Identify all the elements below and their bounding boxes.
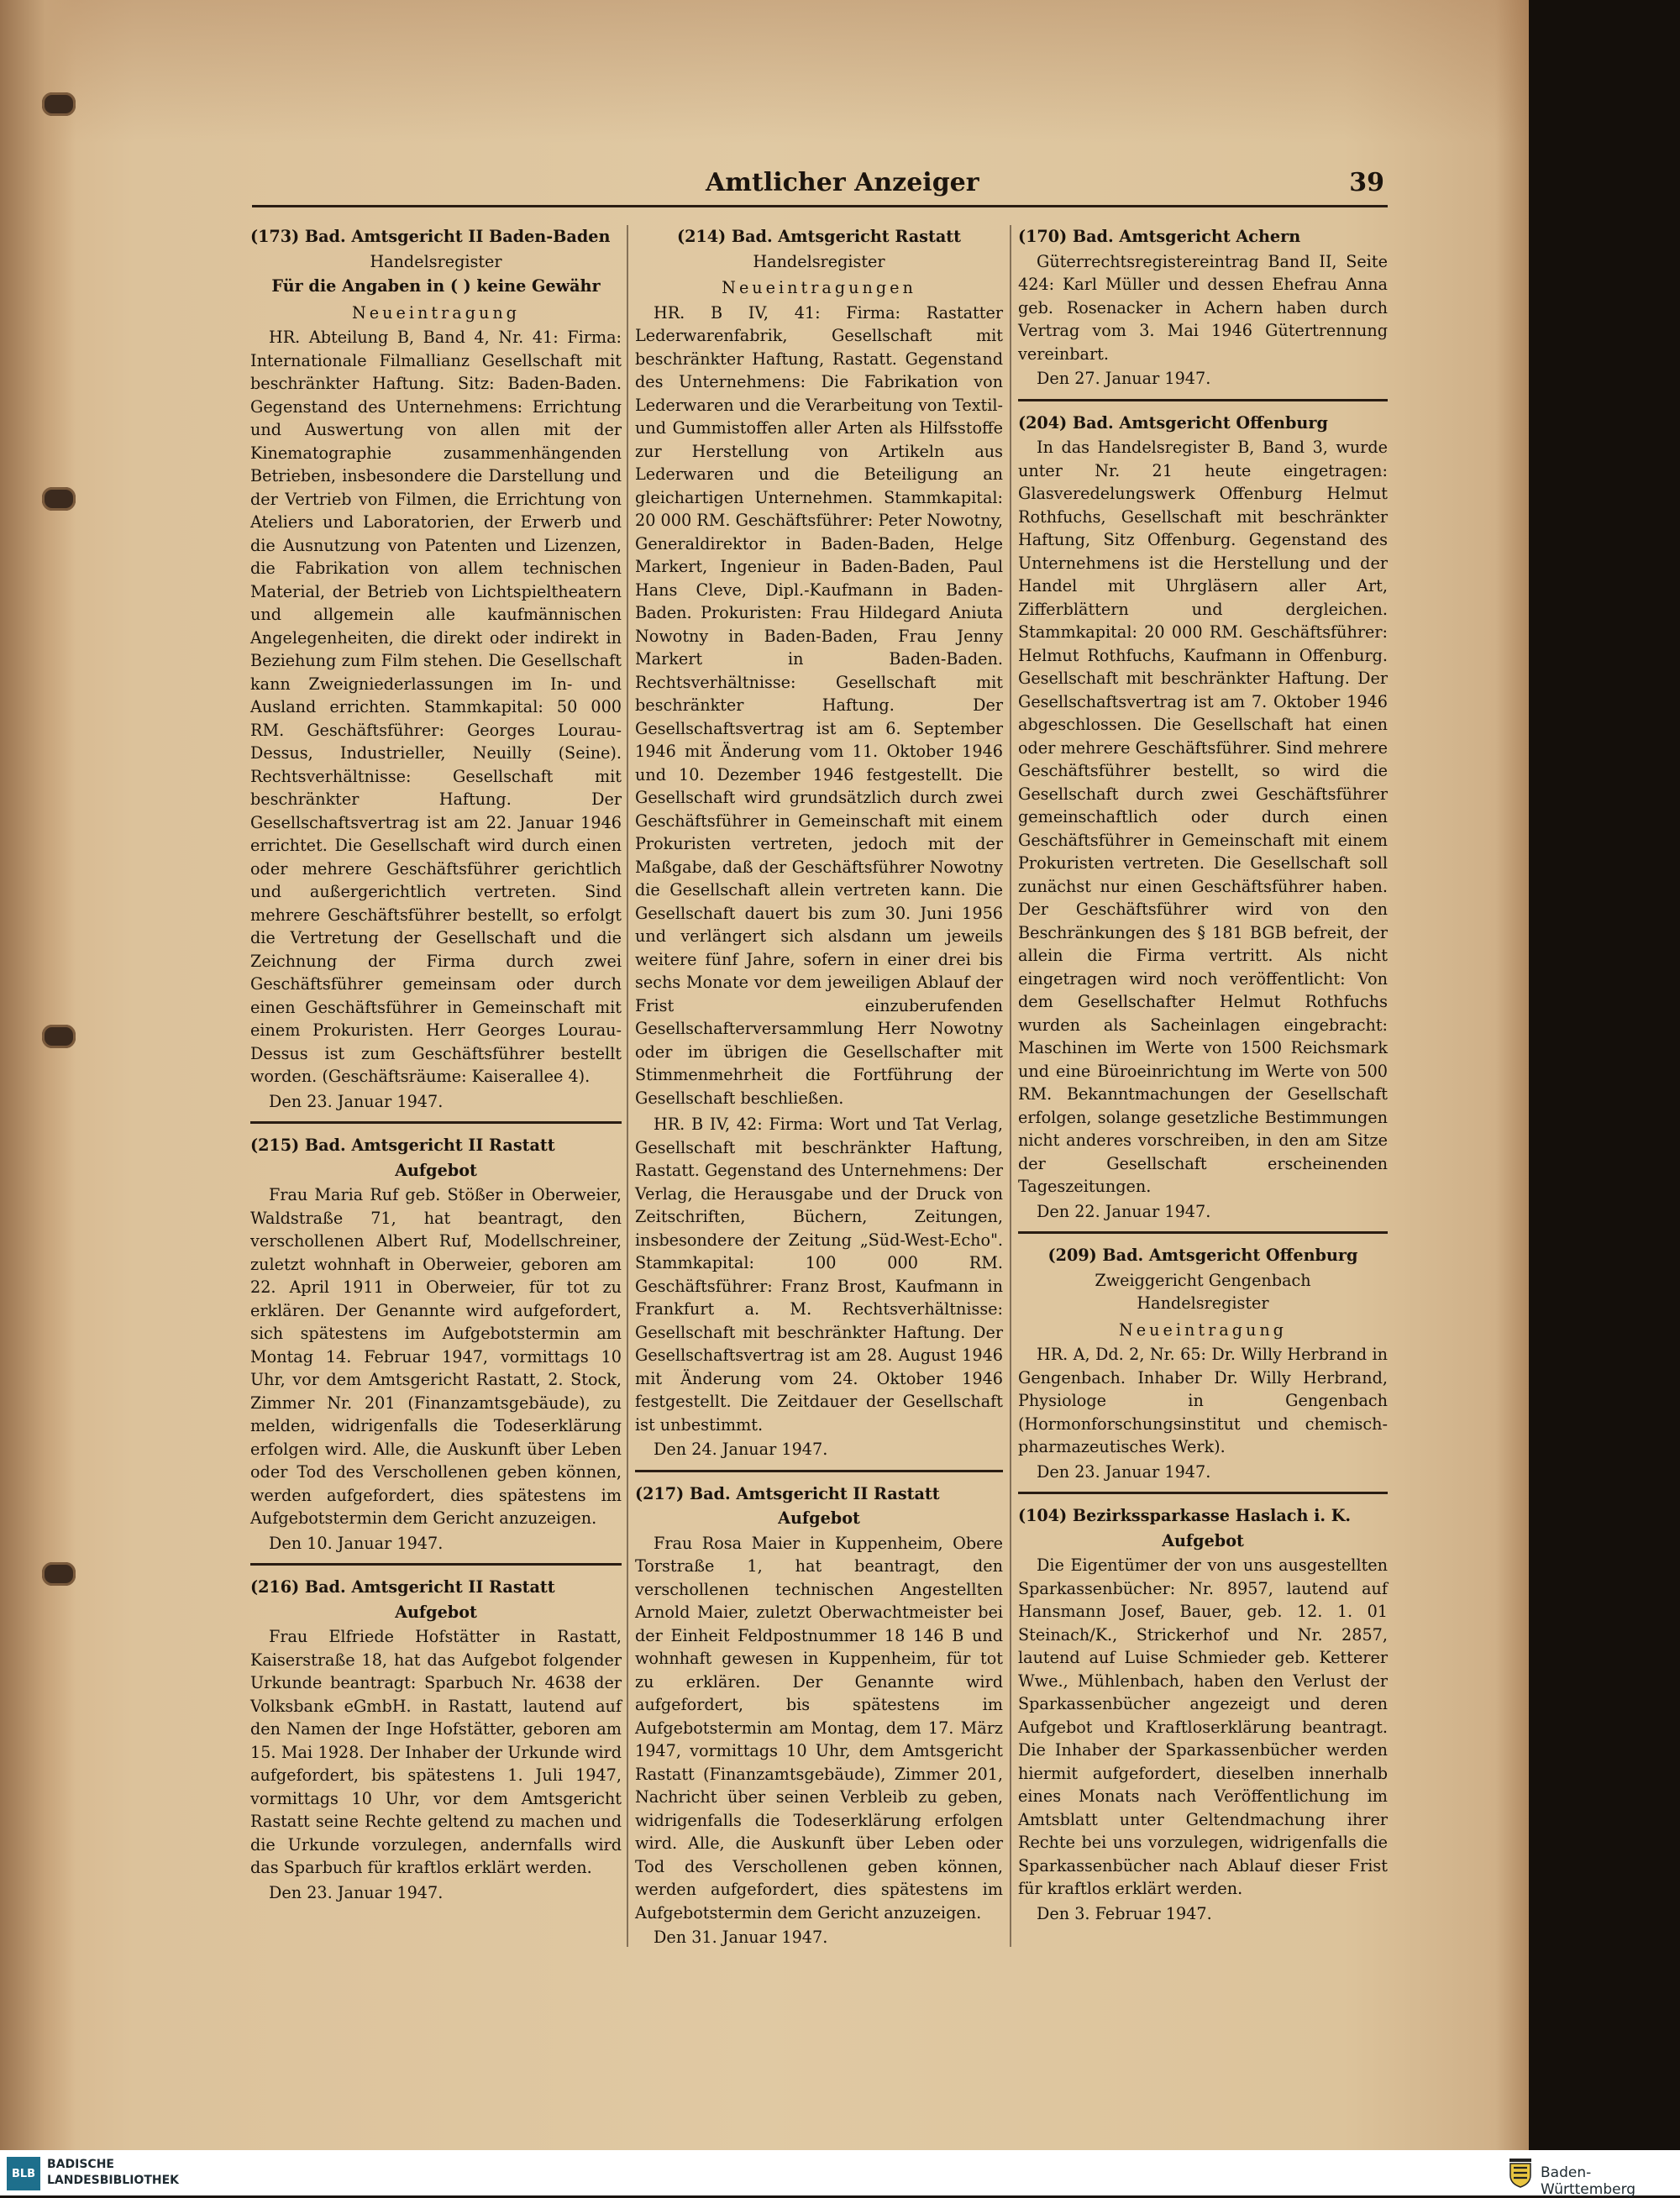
page-number: 39: [1349, 168, 1384, 197]
column-1: [250, 225, 622, 1911]
notice-date: Den 3. Februar 1947.: [1037, 1903, 1212, 1923]
page-binding: [0, 0, 76, 2150]
notice-173: [250, 225, 622, 1113]
notice-216: [250, 1576, 622, 1904]
notice-date: Den 31. Januar 1947.: [654, 1928, 828, 1947]
column-2: [635, 225, 1003, 1956]
notice-date: Den 23. Januar 1947.: [269, 1091, 444, 1111]
notice-subheading: Aufgebot: [778, 1508, 860, 1528]
notice-heading: (104) Bezirkssparkasse Haslach i. K.: [1018, 1506, 1352, 1525]
notice-separator: [250, 1563, 622, 1566]
notice-register: Handelsregister: [1137, 1293, 1269, 1313]
notice-subheading: Zweiggericht Gengenbach: [1095, 1270, 1311, 1290]
notice-body: HR. B IV, 41: Firma: Rastatter Lederwarenfabrik, Gesellschaft mit beschränkter Haftung, Rastatt. Gegenstand des Unternehmens: Die Fabrikation von Lederwaren und die Verarbeitung von Textil- und Gummistoffen aller Arten als Hilfsstoffe zur Herstellung von Artikeln aus Lederwaren und die Beteiligung an gleichartigen Unternehmen. Stammkapital: 20 000 RM. Geschäftsführer: Peter Nowotny, Generaldirektor in Baden-Baden, Helge Markert, Ingenieur in Baden-Baden, Paul Hans Cleve, Dipl.-Kaufmann in Baden-Baden. Prokuristen: Frau Hildegard Aniuta Nowotny in Baden-Baden, Frau Jenny Markert in Baden-Baden. Rechtsverhältnisse: Gesellschaft mit beschränkter Haftung. Der Gesellschaftsvertrag ist am 6. September 1946 mit Änderung vom 11. Oktober 1946 und 10. Dezember 1946 festgestellt. Die Gesellschaft wird grundsätzlich durch zwei Geschäftsführer in Gemeinschaft mit einem Prokuristen vertreten, jedoch mit der Maßgabe, daß der Geschäftsführer Nowotny die Gesellschaft allein vertreten kann. Die Gesellschaft dauert bis zum 30. Juni 1956 und verlängert sich alsdann um jeweils weitere fünf Jahre, sofern in einer drei bis sechs Monate vor dem jeweiligen Ablauf der Frist einzuberufenden Gesellschafterversammlung Herr Nowotny oder im übrigen die Gesellschafter mit Stimmenmehrheit die Fortführung der Gesellschaft beschließen.: [635, 302, 1003, 1108]
library-name-line1: BADISCHE: [47, 2158, 114, 2171]
notice-heading: (209) Bad. Amtsgericht Offenburg: [1047, 1246, 1358, 1265]
binding-stitch: [42, 487, 76, 511]
header-rule: [252, 205, 1388, 207]
notice-body: In das Handelsregister B, Band 3, wurde unter Nr. 21 heute eingetragen: Glasveredelungswerk Offenburg Helmut Rothfuchs, Gesellschaft mit beschränkter Haftung, Sitz Offenburg. Gegenstand des Unternehmens ist die Herstellung und der Handel mit Uhrgläsern aller Art, Zifferblättern und dergleichen. Stammkapital: 20 000 RM. Geschäftsführer: Helmut Rothfuchs, Kaufmann in Offenburg. Gesellschaft mit beschränkter Haftung. Der Gesellschaftsvertrag ist am 7. Oktober 1946 abgeschlossen. Die Gesellschaft hat einen oder mehrere Geschäftsführer. Sind mehrere Geschäftsführer bestellt, so wird die Gesellschaft durch zwei Geschäftsführer gemeinschaftlich oder durch einen Geschäftsführer in Gemeinschaft mit einem Prokuristen vertreten. Die Gesellschaft soll zunächst nur einen Geschäftsführer haben. Der Geschäftsführer wird von den Beschränkungen des § 181 BGB befreit, der allein die Firma vertritt. Als nicht eingetragen wird noch veröffentlicht: Von dem Gesellschafter Helmut Rothfuchs wurden als Sacheinlagen eingebracht: Maschinen im Werte von 1500 Reichsmark und eine Büroeinrichtung im Werte von 500 RM. Bekanntmachungen der Gesellschaft erfolgen, solange gesetzliche Bestimmungen nicht anderes vorschreiben, in den am Sitze der Gesellschaft erscheinenden Tageszeitungen.: [1018, 438, 1388, 1196]
notice-subheading: Aufgebot: [1162, 1530, 1244, 1550]
notice-215: [250, 1134, 622, 1555]
notice-body: HR. Abteilung B, Band 4, Nr. 41: Firma: Internationale Filmallianz Gesellschaft mit beschränkter Haftung. Sitz: Baden-Baden. Gegenstand des Unternehmens: Errichtung und Auswertung von allen mit der Kinematographie zusammenhängenden Betrieben, insbesondere die Darstellung und der Vertrieb von Filmen, die Errichtung von Ateliers und Laboratorien, der Erwerb und die Ausnutzung von Patenten und Lizenzen, die Fabrikation von allem technischen Material, der Betrieb von Lichtspieltheatern und allgemein alle kaufmännischen Angelegenheiten, die direkt oder indirekt in Beziehung zum Film stehen. Die Gesellschaft kann Zweigniederlassungen im In- und Ausland errichten. Stammkapital: 50 000 RM. Geschäftsführer: Georges Lourau-Dessus, Industrieller, Neuilly (Seine). Rechtsverhältnisse: Gesellschaft mit beschränkter Haftung. Der Gesellschaftsvertrag ist am 22. Januar 1946 errichtet. Die Gesellschaft wird durch einen oder mehrere Geschäftsführer gerichtlich und außergerichtlich vertreten. Sind mehrere Geschäftsführer bestellt, so erfolgt die Vertretung der Gesellschaft und die Zeichnung der Firma durch zwei Geschäftsführer gemeinsam oder durch einen Geschäftsführer in Gemeinschaft mit einem Prokuristen. Herr Georges Lourau-Dessus ist zum Geschäftsführer bestellt worden. (Geschäftsräume: Kaiserallee 4).: [250, 328, 622, 1086]
notice-section-title: Neueintragung: [1119, 1319, 1287, 1340]
notice-body: Frau Elfriede Hofstätter in Rastatt, Kaiserstraße 18, hat das Aufgebot folgender Urkunde beantragt: Sparbuch Nr. 4638 der Volksbank eGmbH. in Rastatt, lautend auf den Namen der Inge Hofstätter, geboren am 15. Mai 1928. Der Inhaber der Urkunde wird aufgefordert, bis spätestens 1. Juli 1947, vormittags 10 Uhr, vor dem Amtsgericht Rastatt seine Rechte geltend zu machen und die Urkunde vorzulegen, andernfalls wird das Sparbuch für kraftlos erklärt werden.: [250, 1627, 622, 1877]
notice-date: Den 24. Januar 1947.: [654, 1440, 828, 1459]
notice-date: Den 23. Januar 1947.: [1037, 1461, 1211, 1482]
binding-stitch: [42, 1025, 76, 1048]
notice-heading: (216) Bad. Amtsgericht II Rastatt: [250, 1577, 555, 1597]
notice-date: Den 27. Januar 1947.: [1037, 369, 1211, 388]
library-name-line2: LANDESBIBLIOTHEK: [47, 2174, 180, 2187]
notice-date: Den 22. Januar 1947.: [1037, 1201, 1211, 1221]
notice-209: [1018, 1244, 1388, 1483]
notice-heading: (173) Bad. Amtsgericht II Baden-Baden: [250, 227, 611, 246]
notice-subheading: Aufgebot: [395, 1602, 477, 1622]
notice-heading: (214) Bad. Amtsgericht Rastatt: [676, 227, 961, 246]
notice-heading: (204) Bad. Amtsgericht Offenburg: [1018, 412, 1328, 433]
notice-separator: [1018, 1231, 1388, 1234]
notice-subheading: Handelsregister: [753, 251, 885, 271]
binding-stitch: [42, 1562, 76, 1586]
notice-heading: (217) Bad. Amtsgericht II Rastatt: [635, 1483, 940, 1503]
notice-body: HR. A, Dd. 2, Nr. 65: Dr. Willy Herbrand in Gengenbach. Inhaber Dr. Willy Herbrand, Physiologe in Gengenbach (Hormonforschungsinstitut und chemisch-pharmazeutisches Werk).: [1018, 1345, 1388, 1456]
notice-date: Den 10. Januar 1947.: [269, 1533, 444, 1553]
baden-wuerttemberg-crest-icon: [1506, 2157, 1535, 2189]
notice-body: Frau Rosa Maier in Kuppenheim, Obere Torstraße 1, hat beantragt, den verschollenen technischen Angestellten Arnold Maier, zuletzt Oberwachtmeister bei der Einheit Feldpostnummer 18 146 B und wohnhaft gewesen in Kuppenheim, für tot zu erklären. Der Genannte wird aufgefordert, bis spätestens im Aufgebotstermin am Montag, dem 17. März 1947, vormittags 10 Uhr, dem Amtsgericht Rastatt (Finanzamtsgebäude), Zimmer 201, Nachricht über seinen Verbleib zu geben, widrigenfalls die Todeserklärung erfolgen wird. Alle, die Auskunft über Leben oder Tod des Verschollenen geben können, werden aufgefordert, dies spätestens im Aufgebotstermin dem Gericht anzuzeigen.: [635, 1533, 1003, 1923]
notice-section-title: Neueintragungen: [722, 278, 916, 297]
notice-204: [1018, 412, 1388, 1224]
notice-disclaimer: Für die Angaben in ( ) keine Gewähr: [271, 276, 601, 296]
notice-subheading: Aufgebot: [395, 1160, 477, 1180]
notice-body: Frau Maria Ruf geb. Stößer in Oberweier, Waldstraße 71, hat beantragt, den verschollenen Albert Ruf, Modellschreiner, zuletzt wohnhaft in Oberweier, geboren am 22. April 1911 in Oberweier, für tot zu erklären. Der Genannte wird aufgefordert, sich spätestens im Aufgebotstermin am Montag 14. Februar 1947, vormittags 10 Uhr, vor dem Amtsgericht Rastatt, 2. Stock, Zimmer Nr. 201 (Finanzamtsgebäude), zu melden, widrigenfalls die Todeserklärung erfolgen wird. Alle, die Auskunft über Leben oder Tod des Verschollenen geben können, werden aufgefordert, dies spätestens im Aufgebotstermin dem Gericht anzuzeigen.: [250, 1185, 622, 1528]
notice-body: Güterrechtsregistereintrag Band II, Seite 424: Karl Müller und dessen Ehefrau Anna geb. Rosenacker in Achern haben durch Vertrag vom 3. Mai 1946 Gütertrennung vereinbart.: [1018, 251, 1388, 364]
notice-date: Den 23. Januar 1947.: [269, 1882, 444, 1902]
notice-body: Die Eigentümer der von uns ausgestellten Sparkassenbücher: Nr. 8957, lautend auf Hansmann Josef, Bauer, geb. 12. 1. 01 Steinach/K., Strickerhof und Nr. 2857, lautend auf Luise Schmieder geb. Ketterer Wwe., Mühlenbach, haben den Verlust der Sparkassenbücher angezeigt und deren Aufgebot und Kraftloserklärung beantragt. Die Inhaber der Sparkassenbücher werden hiermit aufgefordert, dieselben innerhalb eines Monats nach Veröffentlichung im Amtsblatt unter Geltendmachung ihrer Rechte bei uns vorzulegen, widrigenfalls die Sparkassenbücher nach Ablauf dieser Frist für kraftlos erklärt werden.: [1018, 1555, 1388, 1898]
library-name: [47, 2157, 179, 2189]
column-3: [1018, 225, 1388, 1932]
notice-170: [1018, 225, 1388, 391]
notice-section-title: Neueintragung: [352, 302, 520, 323]
page-title: Amtlicher Anzeiger: [706, 168, 979, 197]
notice-214: [635, 225, 1003, 1461]
notice-body-second: HR. B IV, 42: Firma: Wort und Tat Verlag, Gesellschaft mit beschränkter Haftung, Rastatt. Gegenstand des Unternehmens: Der Verlag, die Herausgabe und der Druck von Zeitschriften, Büchern, Zeitungen, insbesondere der Zeitung „Süd-West-Echo". Stammkapital: 100 000 RM. Geschäftsführer: Franz Brost, Kaufmann in Frankfurt a. M. Rechtsverhältnisse: Gesellschaft mit beschränkter Haftung. Der Gesellschaftsvertrag ist am 28. August 1946 mit Änderung vom 24. Oktober 1946 festgestellt. Die Zeitdauer der Gesellschaft ist unbestimmt.: [635, 1115, 1004, 1435]
notice-separator: [1018, 1492, 1388, 1494]
library-footer: [0, 2150, 1680, 2198]
notice-217: [635, 1482, 1003, 1949]
blb-logo: BLB: [7, 2157, 40, 2190]
notice-heading: (170) Bad. Amtsgericht Achern: [1018, 227, 1301, 246]
notice-separator: [1018, 399, 1388, 401]
notice-104: [1018, 1504, 1388, 1925]
page-stain: [0, 0, 1529, 143]
notice-subheading: Handelsregister: [370, 251, 502, 271]
state-name: Baden-Württemberg: [1541, 2164, 1636, 2198]
notice-heading: (215) Bad. Amtsgericht II Rastatt: [250, 1136, 555, 1155]
binding-stitch: [42, 92, 76, 116]
column-divider: [627, 225, 628, 1947]
page-header: [252, 168, 1428, 208]
notice-separator: [635, 1470, 1003, 1472]
notice-separator: [250, 1121, 622, 1124]
column-divider: [1010, 225, 1011, 1947]
